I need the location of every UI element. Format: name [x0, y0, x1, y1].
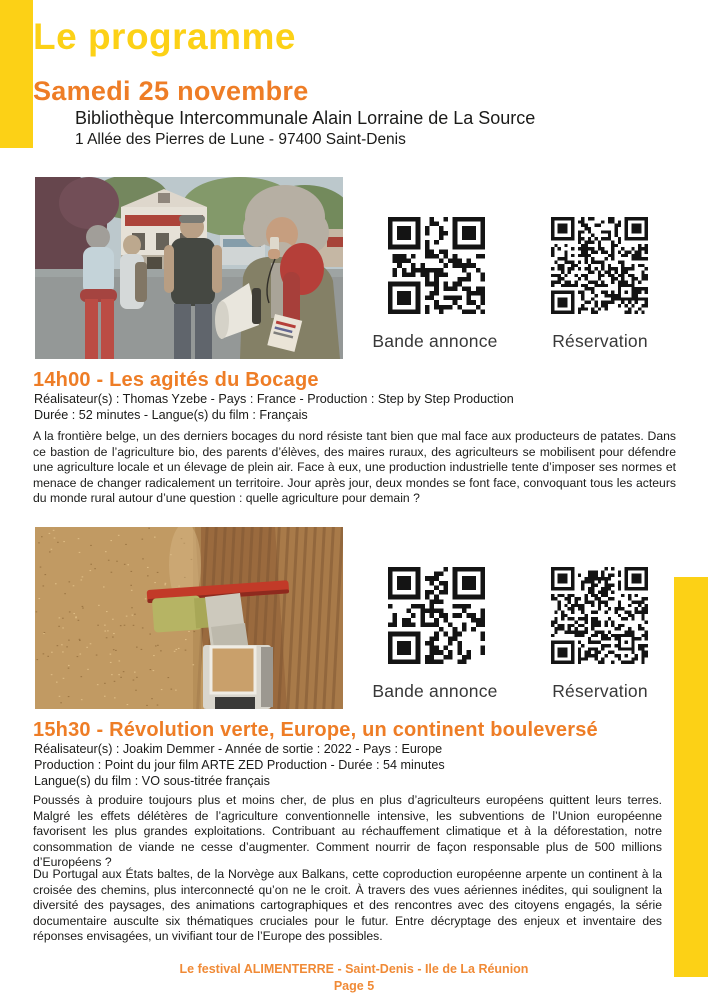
details-line: Production : Point du jour film ARTE ZED Production - Durée : 54 minutes: [34, 758, 445, 772]
session-description: Poussés à produire toujours plus et moins cher, de plus en plus d’agriculteurs européens quittent leurs terres. Malgré les effets délétères de l’agriculture conventionnelle intensive, les subventions de l’Union européenne favorisent les plus grandes exploitations. Contribuant au réchauffement climatique et à la déforestation, notre consommation de viande ne cesse d’augmenter. Comment nourrir de façon responsable plus de 500 millions d’Européens ?: [33, 793, 662, 870]
session-details: [34, 741, 445, 789]
right-accent-bar: [674, 577, 708, 977]
session-description: Du Portugal aux États baltes, de la Norvège aux Balkans, cette coproduction européenne arpente un continent à la croisée des chemins, plus interconnecté qu’on ne le croit. À travers des vues aériennes inédites, qui soulignent la diversité des paysages, des animations cartographiques et des rencontres avec des citoyens engagés, la série documentaire ausculte six thématiques cruciales pour le futur. Entre décryptage des enjeux et inventaire des réponses envisagées, un vivifiant tour de l’Europe des possibles.: [33, 867, 662, 944]
qr-code-trailer: [388, 217, 485, 314]
footer-page-number: Page 5: [333, 979, 375, 993]
details-line: Réalisateur(s) : Joakim Demmer - Année de sortie : 2022 - Pays : Europe: [34, 742, 443, 756]
session-title: 14h00 - Les agités du Bocage: [33, 369, 319, 391]
venue-address: 1 Allée des Pierres de Lune - 97400 Saint-Denis: [75, 131, 406, 148]
session-title: 15h30 - Révolution verte, Europe, un continent bouleversé: [33, 719, 598, 741]
left-accent-bar: [0, 0, 33, 148]
qr-code-reservation: [551, 567, 648, 664]
qr-label-trailer: Bande annonce: [372, 681, 498, 701]
qr-label-reservation: Réservation: [552, 331, 648, 351]
footer-festival-line: Le festival ALIMENTERRE - Saint-Denis - Ile de La Réunion: [179, 962, 529, 976]
qr-label-reservation: Réservation: [552, 681, 648, 701]
qr-code-reservation: [551, 217, 648, 314]
page-title: Le programme: [33, 16, 297, 57]
qr-label-trailer: Bande annonce: [372, 331, 498, 351]
qr-code-trailer: [388, 567, 485, 664]
session-photo-megaphone-speaker: [35, 177, 343, 359]
details-line: Réalisateur(s) : Thomas Yzebe - Pays : France - Production : Step by Step Production: [34, 392, 514, 406]
session-photo-harvest-aerial: [35, 527, 343, 709]
session-details: [34, 391, 514, 423]
venue-name: Bibliothèque Intercommunale Alain Lorraine de La Source: [75, 108, 536, 128]
details-line: Durée : 52 minutes - Langue(s) du film : Français: [34, 408, 308, 422]
date-heading: Samedi 25 novembre: [33, 76, 309, 106]
session-description: A la frontière belge, un des derniers bocages du nord résiste tant bien que mal face aux producteurs de patates. Dans ce bastion de l’agriculture bio, des parents d’élèves, des maires ruraux, des agriculteurs se mobilisent pour défendre une agriculture locale et un élevage de plein air. Face à eux, une production industrielle tente d’imposer ses normes et menace de changer radicalement un territoire. Jour après jour, deux mondes se font face, convoquant tous les acteurs du monde rural autour d’une question : quelle agriculture pour demain ?: [33, 429, 676, 506]
details-line: Langue(s) du film : VO sous-titrée français: [34, 774, 270, 788]
